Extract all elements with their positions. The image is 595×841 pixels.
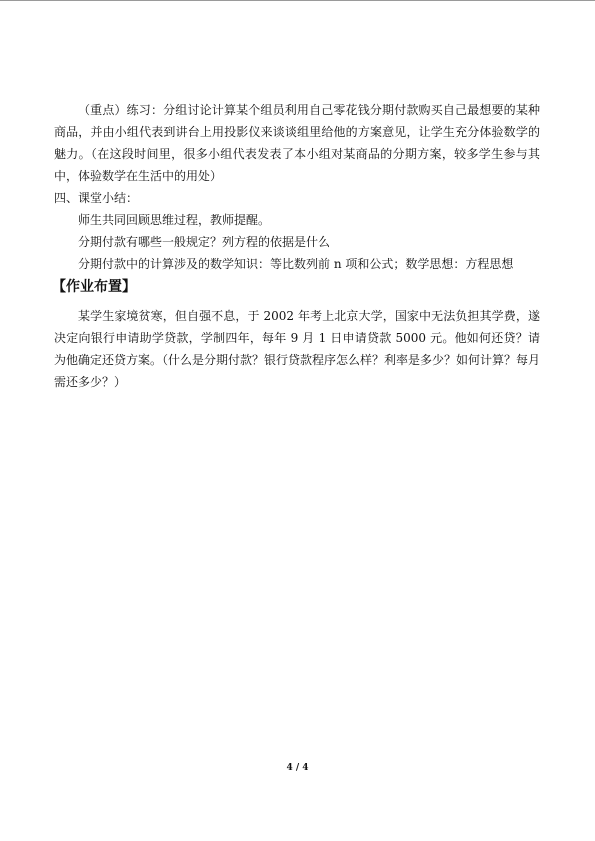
section-heading-summary: 四、课堂小结： (54, 191, 139, 205)
practice-paragraph: （重点）练习：分组讨论计算某个组员利用自己零花钱分期付款购买自己最想要的某种商品，并由小组代表到讲台上用投影仪来谈谈组里给他的方案意见，让学生充分体验数学的魅力。（在这段时间里，很多小组代表发表了本小组对某商品的分期方案，较多学生参与其中，体验数学在生活中的用处） (54, 103, 540, 183)
homework-heading: 【作业布置】 (52, 279, 136, 295)
header-rule (0, 0, 595, 1)
summary-item-review: 师生共同回顾思维过程，教师提醒。 (78, 213, 271, 227)
document-body (54, 99, 540, 393)
summary-item-rules: 分期付款有哪些一般规定？列方程的依据是什么 (78, 235, 331, 249)
summary-item-knowledge: 分期付款中的计算涉及的数学知识：等比数列前 n 项和公式；数学思想：方程思想 (78, 257, 514, 271)
page-number: 4 / 4 (286, 763, 309, 773)
homework-paragraph: 某学生家境贫寒，但自强不息，于 2002 年考上北京大学，国家中无法负担其学费，遂决定向银行申请助学贷款，学制四年，每年 9 月 1 日申请贷款 5000 元。他如何还贷？请为他确定还贷方案。（什么是分期付款？银行贷款程序怎么样？利率是多少？如何计算？每月需还多少？） (54, 309, 541, 389)
